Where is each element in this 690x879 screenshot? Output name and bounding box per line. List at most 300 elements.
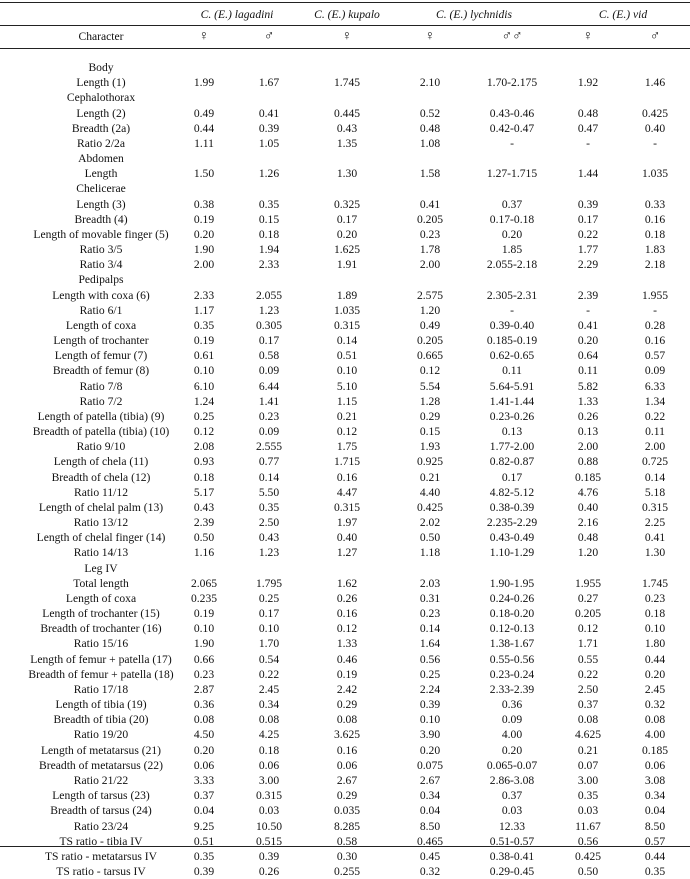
value-cell: 0.29 [336, 698, 358, 712]
table-row [0, 257, 690, 272]
table-row [0, 394, 690, 409]
value-cell: 5.17 [193, 485, 215, 499]
sex-symbol: ♀ [582, 29, 594, 44]
table-row [0, 697, 690, 712]
table-row [0, 667, 690, 682]
value-cell: 0.09 [501, 713, 523, 727]
table-row [0, 773, 690, 788]
row-label: Ratio 7/2 [79, 394, 123, 408]
value-cell: 0.21 [577, 743, 599, 757]
value-cell: 1.41 [258, 394, 280, 408]
value-cell: 2.39 [577, 288, 599, 302]
table-top-rule [0, 2, 690, 3]
value-cell: 0.925 [416, 455, 444, 469]
value-cell: 1.90 [193, 243, 215, 257]
value-cell: 2.50 [258, 516, 280, 530]
value-cell: 4.625 [574, 728, 602, 742]
value-cell: 0.48 [577, 531, 599, 545]
value-cell: 0.52 [419, 106, 441, 120]
table-row [0, 758, 690, 773]
value-cell: 0.38-0.39 [489, 500, 535, 514]
value-cell: 0.43 [193, 500, 215, 514]
value-cell: 1.77 [577, 243, 599, 257]
value-cell: 2.00 [193, 258, 215, 272]
value-cell: 0.09 [644, 364, 666, 378]
value-cell: 0.12 [336, 425, 358, 439]
value-cell: 10.50 [255, 819, 283, 833]
row-label: Breadth of chela (12) [51, 470, 151, 484]
row-label: Pedipalps [78, 273, 124, 287]
row-label: Ratio 7/8 [79, 379, 123, 393]
value-cell: 1.94 [258, 243, 280, 257]
value-cell: 0.03 [258, 804, 280, 818]
value-cell: 0.77 [258, 455, 280, 469]
value-cell: 2.33-2.39 [489, 682, 535, 696]
table-row [0, 272, 690, 287]
value-cell: 0.24-0.26 [489, 591, 535, 605]
value-cell: 5.50 [258, 485, 280, 499]
value-cell: 0.56 [419, 652, 441, 666]
value-cell: 1.20 [577, 546, 599, 560]
value-cell: 0.725 [641, 455, 669, 469]
value-cell: 0.185 [574, 470, 602, 484]
value-cell: 1.70 [258, 637, 280, 651]
table-row [0, 136, 690, 151]
species-header-vid: C. (E.) vid [598, 8, 648, 21]
row-label: Length of chelal palm (13) [38, 500, 164, 514]
value-cell: 0.425 [416, 500, 444, 514]
value-cell: 2.45 [258, 682, 280, 696]
value-cell: 0.17 [577, 212, 599, 226]
row-label: TS ratio - metatarsus IV [44, 849, 158, 863]
value-cell: - [586, 136, 590, 150]
value-cell: 4.25 [258, 728, 280, 742]
row-label: Breadth of femur (8) [52, 364, 150, 378]
species-header-kupalo: C. (E.) kupalo [314, 8, 380, 21]
row-label: Total length [73, 576, 129, 590]
value-cell: 0.51 [193, 834, 215, 848]
row-label: Abdomen [78, 152, 124, 166]
row-label: Ratio 14/13 [73, 546, 129, 560]
value-cell: 1.16 [193, 546, 215, 560]
table-row [0, 576, 690, 591]
row-label: Ratio 21/22 [73, 773, 129, 787]
value-cell: 0.39-0.40 [489, 318, 535, 332]
table-row [0, 849, 690, 864]
value-cell: 0.185 [641, 743, 669, 757]
value-cell: 0.43 [258, 531, 280, 545]
value-cell: 0.25 [193, 409, 215, 423]
value-cell: 0.08 [577, 713, 599, 727]
value-cell: 0.39 [577, 197, 599, 211]
table-row [0, 819, 690, 834]
value-cell: 1.44 [577, 167, 599, 181]
value-cell: 0.40 [336, 531, 358, 545]
table-row [0, 454, 690, 469]
value-cell: 2.065 [190, 576, 218, 590]
value-cell: 11.67 [575, 819, 601, 833]
value-cell: 0.37 [193, 789, 215, 803]
value-cell: 0.50 [419, 531, 441, 545]
value-cell: 1.27-1.715 [486, 167, 538, 181]
value-cell: 2.10 [419, 76, 441, 90]
value-cell: - [510, 136, 514, 150]
value-cell: 0.29 [419, 409, 441, 423]
value-cell: 0.28 [644, 318, 666, 332]
value-cell: 1.08 [419, 136, 441, 150]
table-row [0, 121, 690, 136]
value-cell: 4.82-5.12 [489, 485, 535, 499]
value-cell: 4.76 [577, 485, 599, 499]
value-cell: 0.10 [336, 364, 358, 378]
table-row [0, 288, 690, 303]
value-cell: 1.33 [336, 637, 358, 651]
value-cell: 1.35 [336, 136, 358, 150]
table-row [0, 90, 690, 105]
value-cell: 0.42-0.47 [489, 121, 535, 135]
value-cell: 1.24 [193, 394, 215, 408]
value-cell: 0.14 [644, 470, 666, 484]
table-row [0, 803, 690, 818]
value-cell: 0.14 [258, 470, 280, 484]
table-row [0, 470, 690, 485]
value-cell: 0.515 [255, 834, 283, 848]
table-row [0, 439, 690, 454]
value-cell: 1.17 [193, 303, 215, 317]
table-row [0, 363, 690, 378]
value-cell: 0.06 [193, 758, 215, 772]
row-label: Breadth of tibia (20) [53, 713, 149, 727]
value-cell: 0.465 [416, 834, 444, 848]
table-row [0, 682, 690, 697]
row-label: Length of coxa [65, 318, 137, 332]
value-cell: 0.44 [644, 652, 666, 666]
row-label: Breadth of trochanter (16) [40, 622, 162, 636]
value-cell: 1.035 [333, 303, 361, 317]
value-cell: 0.205 [574, 607, 602, 621]
value-cell: 0.29 [336, 789, 358, 803]
row-label: Breadth of femur + patella (18) [28, 667, 174, 681]
value-cell: 5.18 [644, 485, 666, 499]
sex-symbol: ♂ [649, 29, 661, 44]
sex-symbol: ♀ [198, 29, 210, 44]
value-cell: 4.47 [336, 485, 358, 499]
row-label: Length of chela (11) [53, 455, 149, 469]
value-cell: 2.16 [577, 516, 599, 530]
row-label: Length of metatarsus (21) [40, 743, 162, 757]
value-cell: 2.18 [644, 258, 666, 272]
value-cell: 0.64 [577, 349, 599, 363]
table-row [0, 621, 690, 636]
value-cell: 0.425 [574, 849, 602, 863]
value-cell: 0.29-0.45 [489, 865, 535, 878]
value-cell: 0.21 [336, 409, 358, 423]
value-cell: 1.90 [193, 637, 215, 651]
value-cell: 1.80 [644, 637, 666, 651]
value-cell: 2.02 [419, 516, 441, 530]
value-cell: 0.93 [193, 455, 215, 469]
value-cell: 0.20 [501, 743, 523, 757]
value-cell: 0.315 [333, 500, 361, 514]
value-cell: 4.00 [644, 728, 666, 742]
value-cell: 0.55-0.56 [489, 652, 535, 666]
value-cell: 2.03 [419, 576, 441, 590]
row-label: Ratio 11/12 [74, 485, 128, 499]
value-cell: 0.205 [416, 334, 444, 348]
value-cell: 8.285 [333, 819, 361, 833]
value-cell: 0.07 [577, 758, 599, 772]
table-row [0, 485, 690, 500]
value-cell: 0.11 [578, 364, 598, 378]
value-cell: 0.41 [258, 106, 280, 120]
row-label: Length (1) [76, 76, 126, 90]
value-cell: 1.27 [336, 546, 358, 560]
value-cell: 0.38 [193, 197, 215, 211]
value-cell: 2.45 [644, 682, 666, 696]
value-cell: 0.61 [193, 349, 215, 363]
table-row [0, 727, 690, 742]
value-cell: 0.31 [419, 591, 441, 605]
value-cell: 1.90-1.95 [489, 576, 535, 590]
value-cell: 1.38-1.67 [489, 637, 535, 651]
value-cell: 1.15 [336, 394, 358, 408]
row-label: Length of patella (tibia) (9) [37, 409, 165, 423]
value-cell: 1.75 [336, 440, 358, 454]
value-cell: 0.19 [336, 667, 358, 681]
table-row [0, 212, 690, 227]
value-cell: 1.64 [419, 637, 441, 651]
value-cell: 0.04 [419, 804, 441, 818]
value-cell: 1.77-2.00 [489, 440, 535, 454]
value-cell: 4.50 [193, 728, 215, 742]
value-cell: 2.39 [193, 516, 215, 530]
value-cell: 6.10 [193, 379, 215, 393]
value-cell: 5.64-5.91 [489, 379, 535, 393]
value-cell: 1.97 [336, 516, 358, 530]
value-cell: 0.255 [333, 865, 361, 878]
value-cell: 1.46 [644, 76, 666, 90]
value-cell: 0.16 [336, 470, 358, 484]
value-cell: 3.625 [333, 728, 361, 742]
value-cell: 0.09 [258, 364, 280, 378]
value-cell: 0.57 [644, 349, 666, 363]
value-cell: 0.18 [258, 743, 280, 757]
value-cell: 0.43-0.46 [489, 106, 535, 120]
value-cell: 0.17 [336, 212, 358, 226]
value-cell: 1.70-2.175 [486, 76, 538, 90]
value-cell: 0.21 [419, 470, 441, 484]
value-cell: 5.82 [577, 379, 599, 393]
value-cell: 0.23-0.24 [489, 667, 535, 681]
row-label: Ratio 9/10 [76, 440, 126, 454]
value-cell: 0.35 [577, 789, 599, 803]
table-bottom-rule [0, 846, 690, 847]
row-label: Length with coxa (6) [52, 288, 150, 302]
value-cell: 0.18 [193, 470, 215, 484]
value-cell: 0.075 [416, 758, 444, 772]
table-row [0, 530, 690, 545]
value-cell: 1.955 [574, 576, 602, 590]
value-cell: 0.14 [336, 334, 358, 348]
value-cell: 1.83 [644, 243, 666, 257]
table-row [0, 515, 690, 530]
value-cell: 0.39 [193, 865, 215, 878]
value-cell: 2.33 [193, 288, 215, 302]
value-cell: 0.35 [644, 865, 666, 878]
row-label: Ratio 23/24 [73, 819, 129, 833]
value-cell: 0.18 [258, 227, 280, 241]
value-cell: 0.20 [501, 227, 523, 241]
value-cell: 0.11 [502, 364, 522, 378]
value-cell: 2.87 [193, 682, 215, 696]
value-cell: 0.32 [644, 698, 666, 712]
value-cell: 0.49 [193, 106, 215, 120]
table-row [0, 60, 690, 75]
value-cell: 0.10 [193, 622, 215, 636]
value-cell: 1.035 [641, 167, 669, 181]
row-label: Length (2) [76, 106, 126, 120]
value-cell: 0.12 [577, 622, 599, 636]
table-row [0, 652, 690, 667]
table-row [0, 500, 690, 515]
row-label: Leg IV [84, 561, 118, 575]
row-label: Breadth of patella (tibia) (10) [32, 425, 170, 439]
row-label: Ratio 3/4 [79, 258, 123, 272]
value-cell: 0.33 [644, 197, 666, 211]
value-cell: 0.23-0.26 [489, 409, 535, 423]
table-row [0, 318, 690, 333]
table-row [0, 333, 690, 348]
value-cell: 0.315 [255, 789, 283, 803]
value-cell: 0.10 [193, 364, 215, 378]
value-cell: 9.25 [193, 819, 215, 833]
value-cell: 0.19 [193, 212, 215, 226]
value-cell: 2.055-2.18 [486, 258, 538, 272]
value-cell: 0.17 [501, 470, 523, 484]
value-cell: 1.05 [258, 136, 280, 150]
value-cell: 0.35 [258, 500, 280, 514]
value-cell: 1.93 [419, 440, 441, 454]
value-cell: 0.82-0.87 [489, 455, 535, 469]
value-cell: 0.03 [577, 804, 599, 818]
value-cell: 2.24 [419, 682, 441, 696]
value-cell: 0.50 [193, 531, 215, 545]
value-cell: 0.20 [193, 227, 215, 241]
value-cell: 0.06 [258, 758, 280, 772]
value-cell: 2.25 [644, 516, 666, 530]
row-label: Breadth of tarsus (24) [50, 804, 152, 818]
value-cell: 0.08 [258, 713, 280, 727]
value-cell: 0.16 [336, 607, 358, 621]
sex-symbol: ♀ [341, 29, 353, 44]
value-cell: 0.12-0.13 [489, 622, 535, 636]
row-label: Ratio 19/20 [73, 728, 129, 742]
value-cell: 0.54 [258, 652, 280, 666]
value-cell: 0.16 [644, 212, 666, 226]
value-cell: 0.30 [336, 849, 358, 863]
value-cell: 0.20 [644, 667, 666, 681]
value-cell: 0.305 [255, 318, 283, 332]
value-cell: 0.56 [577, 834, 599, 848]
row-label: Length of trochanter [53, 334, 149, 348]
value-cell: 0.49 [419, 318, 441, 332]
value-cell: 0.10 [258, 622, 280, 636]
value-cell: 3.90 [419, 728, 441, 742]
value-cell: 0.37 [577, 698, 599, 712]
value-cell: 0.325 [333, 197, 361, 211]
table-row [0, 181, 690, 196]
value-cell: 0.36 [193, 698, 215, 712]
value-cell: 0.12 [193, 425, 215, 439]
value-cell: 3.00 [577, 773, 599, 787]
value-cell: 0.04 [193, 804, 215, 818]
value-cell: 0.44 [193, 121, 215, 135]
value-cell: 0.27 [577, 591, 599, 605]
value-cell: 0.45 [419, 849, 441, 863]
value-cell: 0.23 [419, 227, 441, 241]
value-cell: 2.555 [255, 440, 283, 454]
value-cell: 1.67 [258, 76, 280, 90]
value-cell: 0.34 [258, 698, 280, 712]
row-label: Ratio 6/1 [79, 303, 123, 317]
value-cell: 1.30 [644, 546, 666, 560]
table-row [0, 197, 690, 212]
table-row [0, 409, 690, 424]
value-cell: 5.10 [336, 379, 358, 393]
value-cell: 2.42 [336, 682, 358, 696]
row-label: Length of movable finger (5) [33, 227, 169, 241]
value-cell: 0.17 [258, 334, 280, 348]
table-row [0, 864, 690, 879]
value-cell: 0.14 [419, 622, 441, 636]
value-cell: 2.00 [644, 440, 666, 454]
table-row [0, 545, 690, 560]
row-label: Length of coxa [65, 591, 137, 605]
value-cell: 1.34 [644, 394, 666, 408]
value-cell: 0.16 [644, 334, 666, 348]
table-row [0, 242, 690, 257]
value-cell: 0.36 [501, 698, 523, 712]
value-cell: 2.235-2.29 [486, 516, 538, 530]
row-label: Ratio 2/2a [77, 136, 125, 150]
table-row [0, 303, 690, 318]
value-cell: 2.67 [336, 773, 358, 787]
value-cell: 0.38-0.41 [489, 849, 535, 863]
value-cell: 5.54 [419, 379, 441, 393]
value-cell: - [586, 303, 590, 317]
value-cell: 2.33 [258, 258, 280, 272]
value-cell: 0.41 [419, 197, 441, 211]
value-cell: 0.39 [258, 849, 280, 863]
value-cell: 1.23 [258, 303, 280, 317]
value-cell: 0.12 [419, 364, 441, 378]
value-cell: 0.20 [419, 743, 441, 757]
value-cell: 1.41-1.44 [489, 394, 535, 408]
value-cell: 1.71 [577, 637, 599, 651]
value-cell: 0.09 [258, 425, 280, 439]
row-label: Length of chelal finger (14) [36, 531, 166, 545]
species-header-lagadini: C. (E.) lagadini [200, 8, 274, 21]
value-cell: 0.185-0.19 [486, 334, 538, 348]
value-cell: 2.575 [416, 288, 444, 302]
value-cell: 0.39 [419, 698, 441, 712]
value-cell: 0.10 [644, 622, 666, 636]
row-label: Length (3) [76, 197, 126, 211]
value-cell: 0.47 [577, 121, 599, 135]
value-cell: 0.15 [419, 425, 441, 439]
value-cell: 2.86-3.08 [489, 773, 535, 787]
value-cell: 2.08 [193, 440, 215, 454]
